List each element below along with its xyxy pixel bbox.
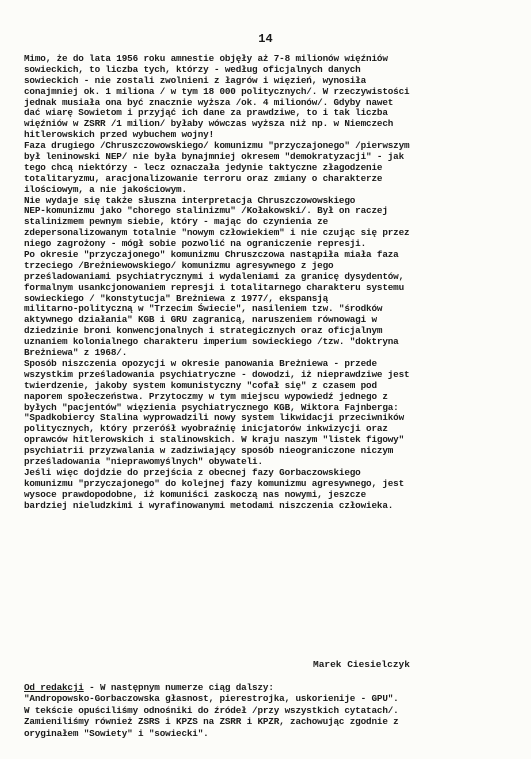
text-line: niego zagrożony - mógł sobie pozwolić na ograniczenie represji. [24,238,367,250]
text-line: Nie wydaje się także słuszna interpretacja Chruszczowowskiego [24,194,356,206]
text-line: Mimo, że do lata 1956 roku amnestie objęły aż 7-8 milionów więźniów [24,53,388,64]
text-line: militarno-polityczną w "Trzecim Świecie", nasileniem tzw. "środków [24,303,383,315]
text-line: Faza drugiego /Chruszczowowskiego/ komunizmu "przyczajonego" /pierwszym [24,140,410,152]
text-line: byłych "pacjentów" więzienia psychiatrycznego KGB, Wiktora Fajnberga: [24,401,399,413]
text-line: komunizmu "przyczajonego" do kolejnej fazy komunizmu agresywnego, jest [24,477,405,489]
text-line: "Spadkobiercy Stalina wyprowadzili nowy system likwidacji przeciwników [24,412,405,424]
text-line: prześladowaniami psychiatrycznymi i wydaleniami za granicę dysydentów, [24,270,405,282]
article-body [24,54,520,511]
text-line: ilościowym, a nie jakościowym. [24,183,187,195]
text-line: psychiatrii przyzwalania w zadziwiający sposób nieograniczone niczym [24,445,394,457]
text-line: trzeciego /Breżniewowskiego/ komunizmu agresywnego z jego [24,259,334,271]
note-line: "Andropowsko-Gorbaczowska głasnost, pierestrojka, uskorienije - GPU". [24,693,399,705]
page-number: 14 [258,32,273,46]
text-line: jednak musiała ona być znacznie wyższa /ok. 4 milionów/. Gdyby nawet [24,96,394,108]
text-line: NEP-komunizmu jako "chorego stalinizmu" /Kołakowski/. Był on raczej [24,205,388,217]
text-line: twierdzenie, jakoby system komunistyczny "cofał się" z czasem pod [24,379,377,391]
text-line: oprawców hitlerowskich i stalinowskich. W kraju naszym "listek figowy" [24,434,405,446]
text-line: dziedzinie broni konwencjonalnych i strategicznych oraz oficjalnym [24,325,383,337]
text-line: Breżniewa" z 1968/. [24,347,128,359]
text-line: dać wiarę Sowietom i przyjąć ich dane za prawdziwe, to i tak liczba [24,107,388,119]
text-line: hitlerowskich przed wybuchem wojny! [24,129,215,141]
text-line: był leninowski NEP/ nie była bynajmniej okresem "demokratyzacji" - jak [24,151,405,163]
text-line: Jeśli więc dojdzie do przejścia z obecnej fazy Gorbaczowskiego [24,466,361,478]
text-line: totalitaryzmu, aracjonalizowanie terroru oraz zmiany o charakterze [24,172,383,184]
body-lines [24,54,520,511]
text-line: prześladowania "nieprawomyślnych" obywateli. [24,455,263,467]
author-signature: Marek Ciesielczyk [313,659,410,670]
note-line: oryginałem "Sowiety" i "sowiecki". [24,727,209,739]
text-line: aktywnego działania" KGB i GRU zagranicą, naruszeniem równowagi w [24,314,377,326]
text-line: bardziej nieludzkimi i wyrafinowanymi metodami niszczenia człowieka. [24,499,394,511]
text-line: politycznych, który przeróśł wyobraźnię inicjatorów inkwizycji oraz [24,423,388,435]
text-line: sowieckich - nie zostali zwolnieni z łagrów i więzień, wynosiła [24,74,367,86]
text-line: wszystkim prześladowania psychiatryczne - dowodzi, iż nieprawdziwe jest [24,368,410,380]
text-line: naporem społeczeństwa. Przytoczmy w tym miejscu wypowiedź jednego z [24,390,388,402]
note-label-visible: Od redakcji [24,682,84,693]
text-line: sowieckich, to liczba tych, którzy - według oficjalnych danych [24,63,361,75]
text-line: sowieckiego / "konstytucja" Breżniewa z 1977/, ekspansją [24,292,329,304]
note-line: Od redakcji - W następnym numerze ciąg dalszy: [24,682,274,693]
text-line: więźniów w ZSRR /1 milion/ byłaby wówczas wyższa niż np. w Niemczech [24,118,394,130]
text-line: conajmniej ok. 1 miliona / w tym 18 000 politycznych/. W rzeczywistości [24,85,410,97]
text-line: uznaniem kolonialnego charakteru imperium sowieckiego /tzw. "doktryna [24,336,399,348]
text-line: zdepersonalizowanym totalnie "nowym człowiekiem" i nie czując się przez [24,227,410,239]
editorial-note [24,682,520,739]
note-line: W tekście opuściliśmy odnośniki do źródeł /przy wszystkich cytatach/. [24,704,399,716]
text-line: formalnym usankcjonowaniem represji i totalitarnego charakteru systemu [24,281,405,293]
text-line: Po okresie "przyczajonego" komunizmu Chruszczowa nastąpiła miała faza [24,249,399,261]
text-line: Sposób niszczenia opozycji w okresie panowania Breżniewa - przede [24,357,377,369]
text-line: stalinizmem pewnym siebie, który - mając do czynienia ze [24,216,329,228]
text-line: tego chcą niektórzy - lecz oznaczała jedynie taktyczne złagodzenie [24,161,383,173]
text-line: wysoce prawdopodobne, iż komuniści zaskoczą nas nowymi, jeszcze [24,488,367,500]
note-lines [24,682,520,739]
note-line: Zamieniliśmy również ZSRS i KPZS na ZSRR i KPZR, zachowując zgodnie z [24,716,399,728]
